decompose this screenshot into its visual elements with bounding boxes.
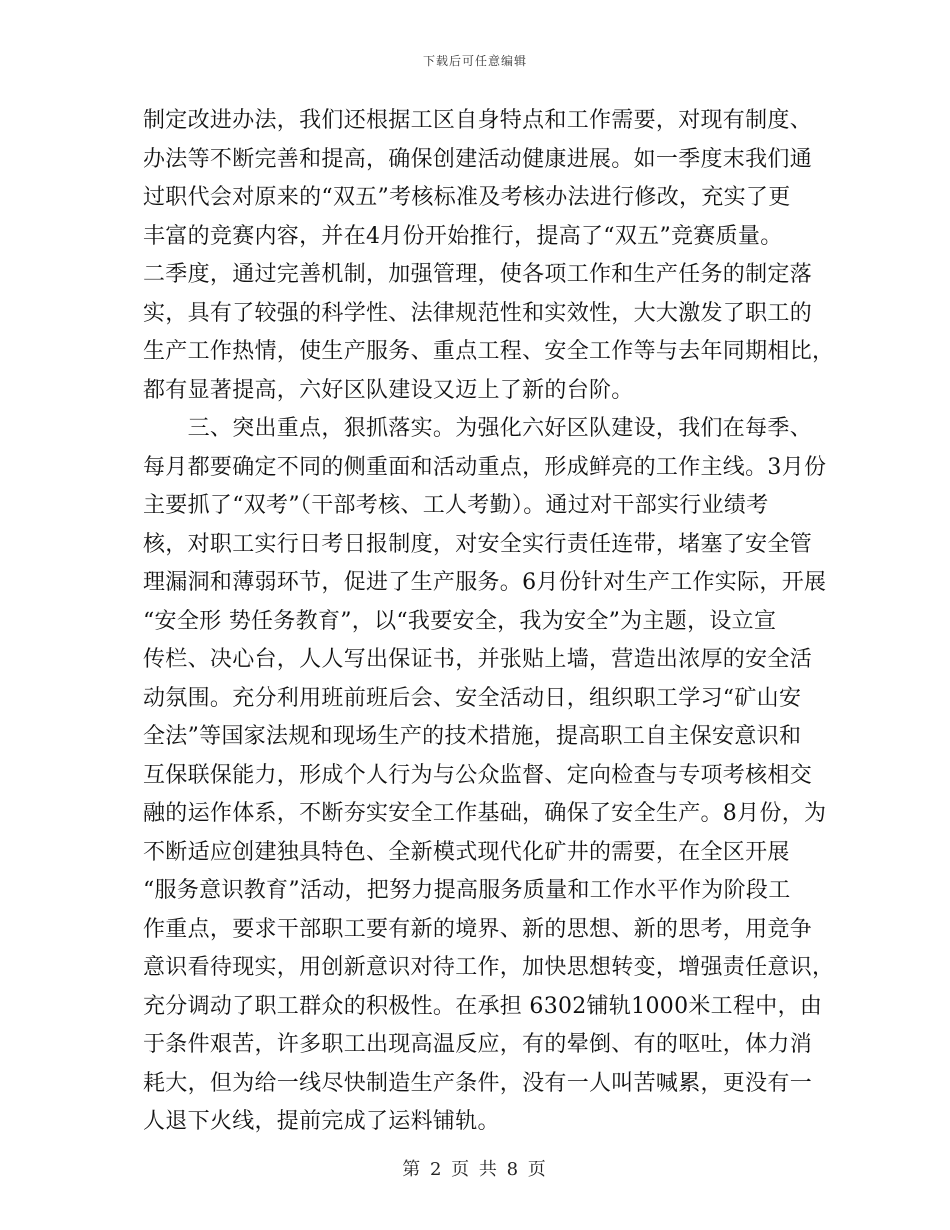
text-line: 制定改进办法，我们还根据工区自身特点和工作需要，对现有制度、 bbox=[143, 108, 813, 133]
page-number: 第 2 页 共 8 页 bbox=[402, 1159, 548, 1180]
text-line: 互保联保能力，形成个人行为与公众监督、定向检查与专项考核相交 bbox=[143, 762, 813, 788]
text-line: 作重点，要求干部职工要有新的境界、新的思想、新的思考，用竞争 bbox=[143, 916, 813, 942]
text-line: 过职代会对原来的“双五”考核标准及考核办法进行修改，充实了更 bbox=[143, 185, 791, 210]
text-line: 充分调动了职工群众的积极性。在承担 6302铺轨1000米工程中，由 bbox=[143, 993, 823, 1019]
text-line: 核，对职工实行日考日报制度，对安全实行责任连带，堵塞了安全管 bbox=[143, 531, 813, 557]
text-line: 丰富的竞赛内容，并在4月份开始推行，提高了“双五”竞赛质量。 bbox=[143, 223, 783, 249]
text-line: 动氛围。充分利用班前班后会、安全活动日，组织职工学习“矿山安 bbox=[143, 685, 802, 711]
text-line: 主要抓了“双考”（干部考核、工人考勤）。通过对干部实行业绩考 bbox=[143, 493, 769, 518]
text-line: 于条件艰苦，许多职工出现高温反应，有的晕倒、有的呕吐，体力消 bbox=[143, 1032, 813, 1057]
text-line: 二季度，通过完善机制，加强管理，使各项工作和生产任务的制定落 bbox=[143, 262, 813, 287]
text-line: 耗大，但为给一线尽快制造生产条件，没有一人叫苦喊累，更没有一 bbox=[143, 1070, 813, 1096]
text-line: “安全形 势任务教育”，以“我要安全，我为安全”为主题，设立宣 bbox=[143, 608, 777, 634]
text-line: 传栏、决心台，人人写出保证书，并张贴上墙，营造出浓厚的安全活 bbox=[143, 647, 813, 672]
text-line: 每月都要确定不同的侧重面和活动重点，形成鲜亮的工作主线。3月份 bbox=[143, 454, 827, 480]
text-line: 三、突出重点，狠抓落实。为强化六好区队建设，我们在每季、 bbox=[143, 416, 813, 441]
text-line: 理漏洞和薄弱环节，促进了生产服务。6月份针对生产工作实际，开展 bbox=[143, 570, 827, 595]
text-line: 融的运作体系，不断夯实安全工作基础，确保了安全生产。8月份，为 bbox=[143, 801, 827, 826]
page-header-note: 下载后可任意编辑 bbox=[422, 54, 527, 68]
document-body bbox=[143, 102, 835, 1142]
text-line: 实，具有了较强的科学性、法律规范性和实效性，大大激发了职工的 bbox=[143, 300, 813, 326]
text-line: 人退下火线，提前完成了运料铺轨。 bbox=[143, 1109, 500, 1134]
text-line: 意识看待现实，用创新意识对待工作，加快思想转变，增强责任意识， bbox=[143, 955, 835, 980]
text-line: “服务意识教育”活动，把努力提高服务质量和工作水平作为阶段工 bbox=[143, 878, 791, 903]
text-line: 全法”等国家法规和现场生产的技术措施，提高职工自主保安意识和 bbox=[143, 724, 802, 749]
text-line: 都有显著提高，六好区队建设又迈上了新的台阶。 bbox=[143, 377, 634, 403]
text-line: 生产工作热情，使生产服务、重点工程、安全工作等与去年同期相比， bbox=[143, 339, 835, 364]
text-line: 不断适应创建独具特色、全新模式现代化矿井的需要，在全区开展 bbox=[143, 839, 790, 865]
text-line: 办法等不断完善和提高，确保创建活动健康进展。如一季度末我们通 bbox=[143, 146, 813, 172]
